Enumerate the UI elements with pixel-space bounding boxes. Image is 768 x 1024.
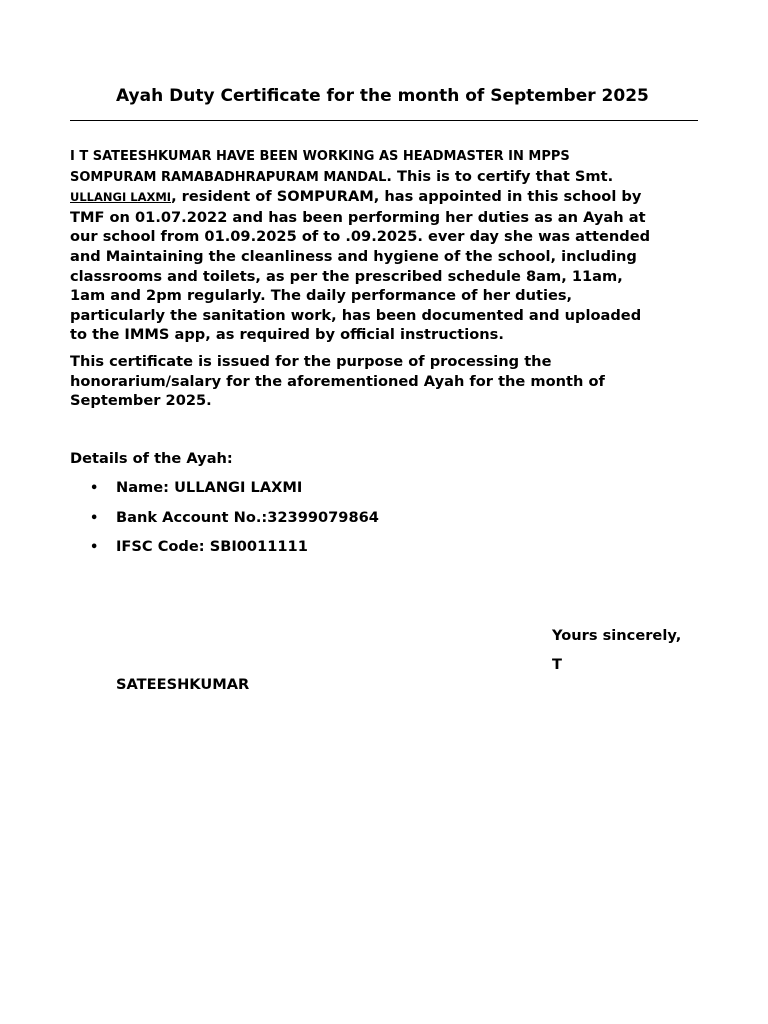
body-line <box>70 167 700 188</box>
details-heading: Details of the Ayah: <box>70 450 233 467</box>
body-line: This certificate is issued for the purpose of processing the <box>70 353 552 370</box>
list-item <box>90 509 379 526</box>
signature-initial: T <box>552 656 562 673</box>
body-text: . This is to certify that Smt. <box>386 167 614 185</box>
document-title: Ayah Duty Certificate for the month of September 2025 <box>116 86 649 106</box>
body-text: SOMPURAM RAMABADHRAPURAM MANDAL <box>70 169 387 185</box>
bullet-icon: • <box>90 540 99 555</box>
body-line <box>70 187 700 208</box>
body-line: 1am and 2pm regularly. The daily performance of her duties, <box>70 287 573 305</box>
body-text: , resident of SOMPURAM, has appointed in this school by <box>171 188 642 206</box>
list-item <box>90 479 302 496</box>
detail-name: Name: ULLANGI LAXMI <box>116 479 303 496</box>
detail-bank-account: Bank Account No.:32399079864 <box>116 509 379 526</box>
list-item <box>90 538 308 555</box>
title-divider <box>70 120 698 121</box>
body-line: our school from 01.09.2025 of to .09.2025. ever day she was attended <box>70 228 651 246</box>
body-line: and Maintaining the cleanliness and hygiene of the school, including <box>70 247 637 265</box>
ayah-name-underlined: ULLANGI LAXMI <box>70 190 172 205</box>
body-line: September 2025. <box>70 392 212 410</box>
certification-paragraph <box>70 147 700 345</box>
body-line: particularly the sanitation work, has been documented and uploaded <box>70 306 642 324</box>
purpose-paragraph <box>70 352 700 411</box>
bullet-icon: • <box>90 481 99 496</box>
signature-name: SATEESHKUMAR <box>116 676 250 693</box>
body-line: I T SATEESHKUMAR HAVE BEEN WORKING AS HEADMASTER IN MPPS <box>70 149 570 164</box>
body-line: honorarium/salary for the aforementioned Ayah for the month of <box>70 372 605 390</box>
body-line: classrooms and toilets, as per the prescribed schedule 8am, 11am, <box>70 267 623 285</box>
detail-ifsc: IFSC Code: SBI0011111 <box>116 538 308 555</box>
bullet-icon: • <box>90 511 99 526</box>
closing-salutation: Yours sincerely, <box>552 627 682 644</box>
body-line: to the IMMS app, as required by official instructions. <box>70 326 504 344</box>
body-line: TMF on 01.07.2022 and has been performing her duties as an Ayah at <box>70 208 646 226</box>
